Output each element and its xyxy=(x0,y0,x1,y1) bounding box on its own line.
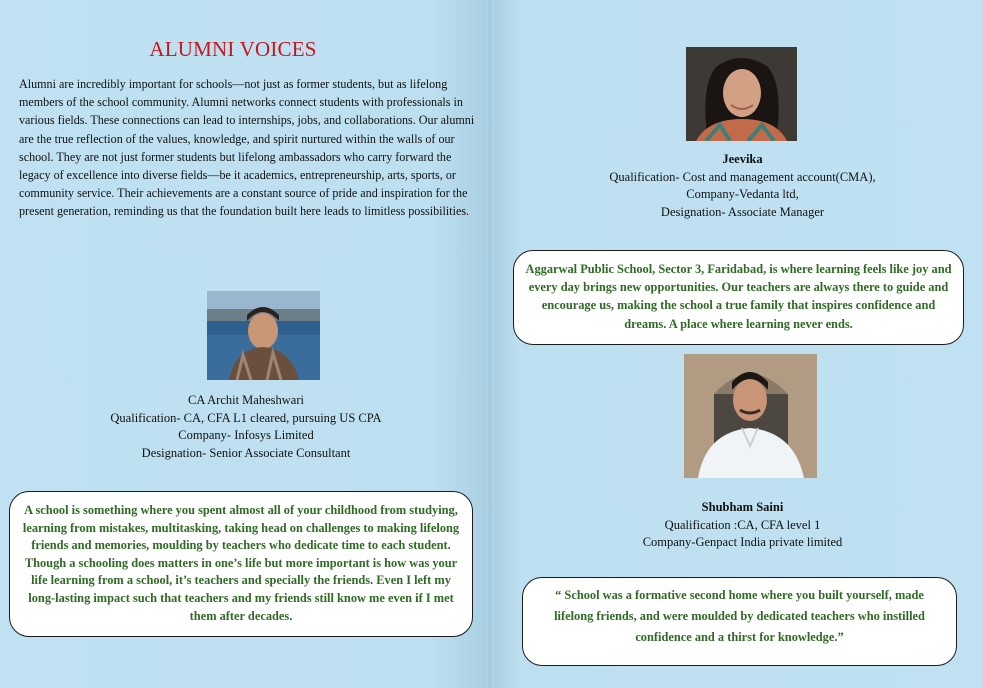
archit-quote: A school is something where you spent almost all of your childhood from studying, learning from mistakes, multitasking, taking head on challenges to making lifelong friends and memories, moulding by teachers who dedicate time to each student. Though a schooling does matters in one’s life but more important is how was your life learning from a school, it’s teachers and specially the friends. Even I left my long-lasting impact such that teachers and my friends still know me even if I met them after decades. xyxy=(9,491,473,637)
archit-photo xyxy=(207,291,320,380)
shubham-photo xyxy=(684,354,817,478)
shubham-qualification: Qualification :CA, CFA level 1 xyxy=(664,517,821,532)
jeevika-qualification: Qualification- Cost and management account(CMA), xyxy=(609,169,876,184)
jeevika-designation: Designation- Associate Manager xyxy=(660,204,825,219)
page-title: ALUMNI VOICES xyxy=(149,37,317,61)
archit-name: CA Archit Maheshwari xyxy=(188,393,304,407)
archit-company: Company- Infosys Limited xyxy=(178,428,314,442)
jeevika-photo xyxy=(686,47,797,141)
shubham-name: Shubham Saini xyxy=(701,500,784,514)
jeevika-quote: Aggarwal Public School, Sector 3, Faridabad, is where learning feels like joy and every day brings new opportunities. Our teachers are always there to guide and encourage us, making the school a true family that inspires confidence and dreams. A place where learning never ends. xyxy=(513,250,964,345)
intro-paragraph: Alumni are incredibly important for schools—not just as former students, but as lifelong members of the school community. Alumni networks connect students with professionals in various fields. These connections can lead to internships, jobs, and collaborations. Our alumni are the true reflection of the values, knowledge, and spirit nurtured within the walls of our school. They are not just former students but lifelong ambassadors who carry forward the legacy of excellence into diverse fields—be it academics, entrepreneurship, arts, sports, or community service. Their achievements are a constant source of pride and inspiration for the present generation, reminding us that the foundation built here leads to limitless possibilities. xyxy=(19,77,475,219)
archit-details xyxy=(70,392,422,462)
shubham-quote: “ School was a formative second home where you built yourself, made lifelong friends, and were moulded by dedicated teachers who instilled confidence and a thirst for knowledge.” xyxy=(522,577,957,666)
page-spine xyxy=(486,0,494,688)
jeevika-name: Jeevika xyxy=(722,152,763,166)
shubham-details xyxy=(560,499,925,552)
archit-designation: Designation- Senior Associate Consultant xyxy=(141,445,351,460)
shubham-company: Company-Genpact India private limited xyxy=(642,535,843,549)
jeevika-company: Company-Vedanta ltd, xyxy=(686,187,799,201)
jeevika-details xyxy=(560,151,925,221)
archit-qualification: Qualification- CA, CFA L1 cleared, pursuing US CPA xyxy=(110,410,382,425)
